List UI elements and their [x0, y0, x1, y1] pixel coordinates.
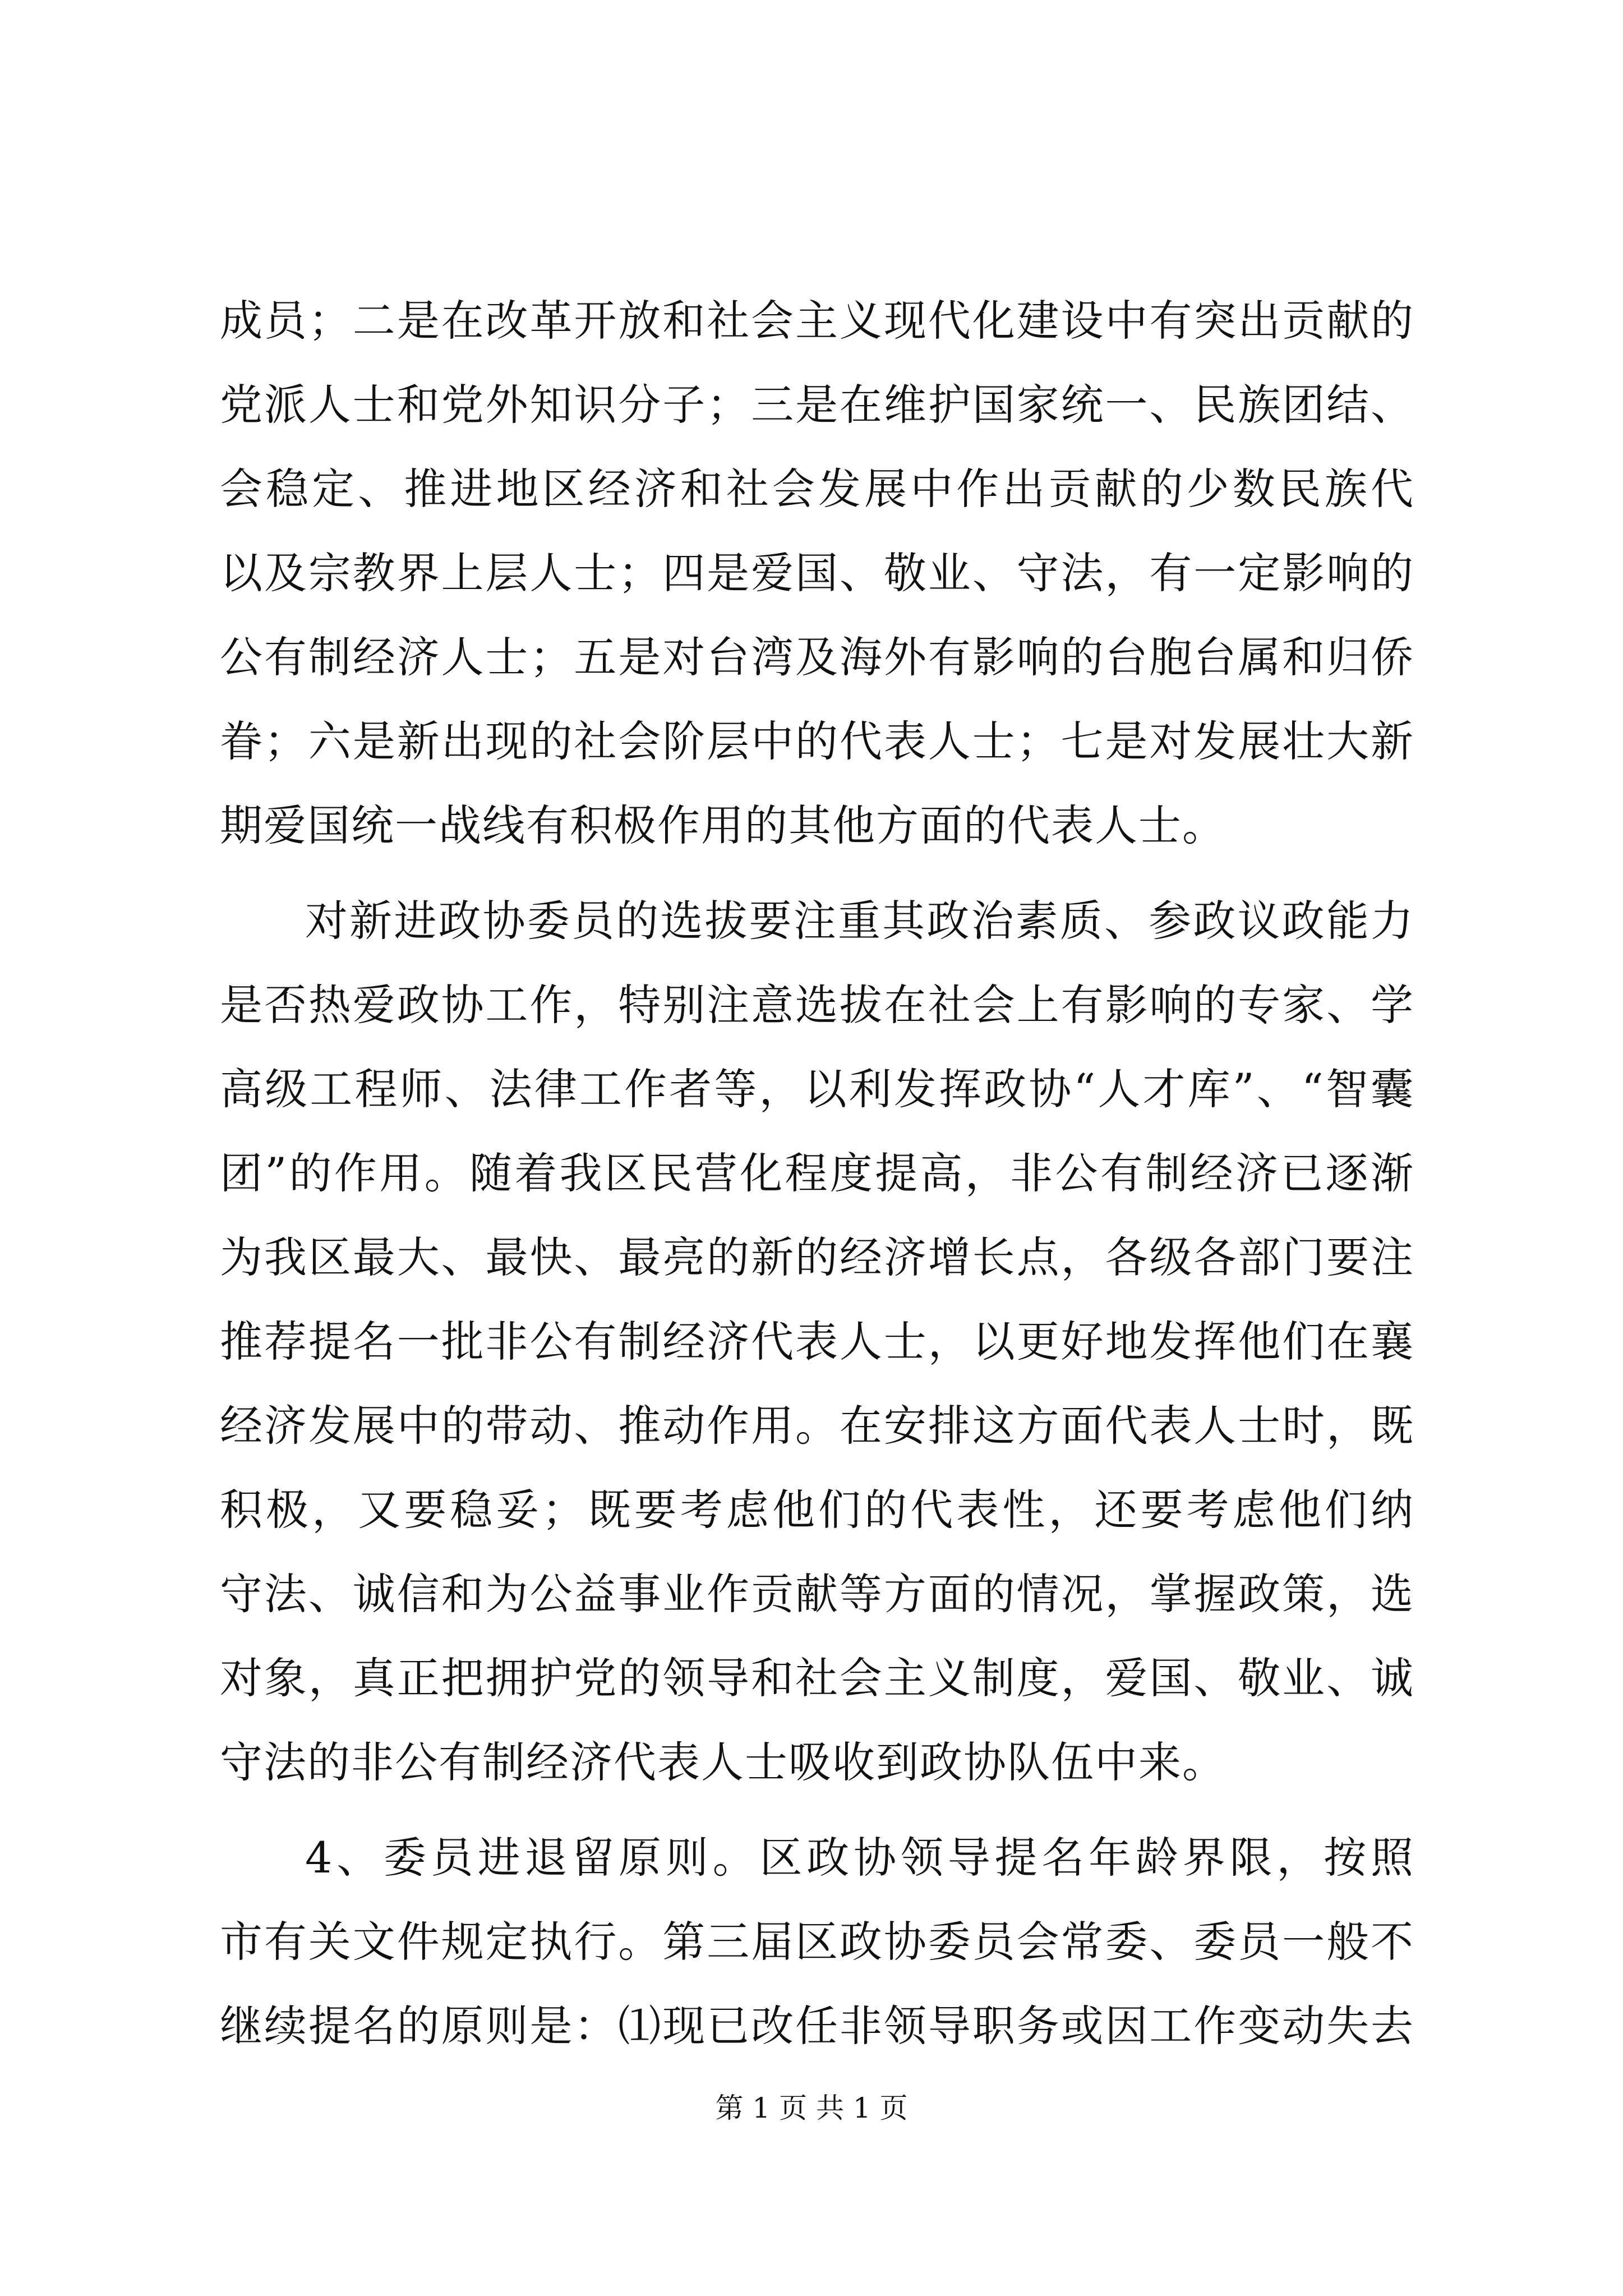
text-line: 积极，又要稳妥；既要考虑他们的代表性，还要考虑他们纳 [220, 1485, 1414, 1535]
document-body [220, 279, 1414, 2068]
paragraph-gap [220, 1805, 1414, 1816]
text-line: 是否热爱政协工作，特别注意选拔在社会上有影响的专家、学 [220, 980, 1414, 1030]
text-line: 对新进政协委员的选拔要注重其政治素质、参政议政能力 [305, 896, 1414, 946]
text-line: 继续提名的原则是：⑴现已改任非领导职务或因工作变动失去 [220, 2001, 1414, 2051]
text-line: 推荐提名一批非公有制经济代表人士，以更好地发挥他们在襄 [220, 1317, 1414, 1366]
text-line: 4、委员进退留原则。区政协领导提名年龄界限，按照 [305, 1833, 1414, 1883]
text-line: 为我区最大、最快、最亮的新的经济增长点，各级各部门要注 [220, 1232, 1414, 1282]
text-line: 公有制经济人士；五是对台湾及海外有影响的台胞台属和归侨 [220, 632, 1414, 682]
text-line: 党派人士和党外知识分子；三是在维护国家统一、民族团结、 [220, 380, 1414, 430]
text-line: 成员；二是在改革开放和社会主义现代化建设中有突出贡献的 [220, 296, 1414, 346]
text-line: 对象，真正把拥护党的领导和社会主义制度，爱国、敬业、诚 [220, 1653, 1414, 1703]
text-line: 团”的作用。随着我区民营化程度提高，非公有制经济已逐渐 [220, 1148, 1414, 1198]
text-line: 高级工程师、法律工作者等，以利发挥政协“人才库”、“智囊 [220, 1064, 1414, 1114]
page-number-footer: 第 1 页 共 1 页 [715, 2092, 908, 2124]
text-line: 期爱国统一战线有积极作用的其他方面的代表人士。 [220, 800, 1226, 850]
text-line: 守法的非公有制经济代表人士吸收到政协队伍中来。 [220, 1737, 1226, 1787]
text-line: 市有关文件规定执行。第三届区政协委员会常委、委员一般不 [220, 1917, 1414, 1967]
text-line: 会稳定、推进地区经济和社会发展中作出贡献的少数民族代 [220, 464, 1414, 514]
text-line: 守法、诚信和为公益事业作贡献等方面的情况，掌握政策，选 [220, 1569, 1414, 1619]
text-line: 以及宗教界上层人士；四是爱国、敬业、守法，有一定影响的 [220, 548, 1414, 598]
text-line: 眷；六是新出现的社会阶层中的代表人士；七是对发展壮大新 [220, 716, 1414, 766]
paragraph-gap [220, 868, 1414, 879]
text-line: 经济发展中的带动、推动作用。在安排这方面代表人士时，既 [220, 1401, 1414, 1451]
